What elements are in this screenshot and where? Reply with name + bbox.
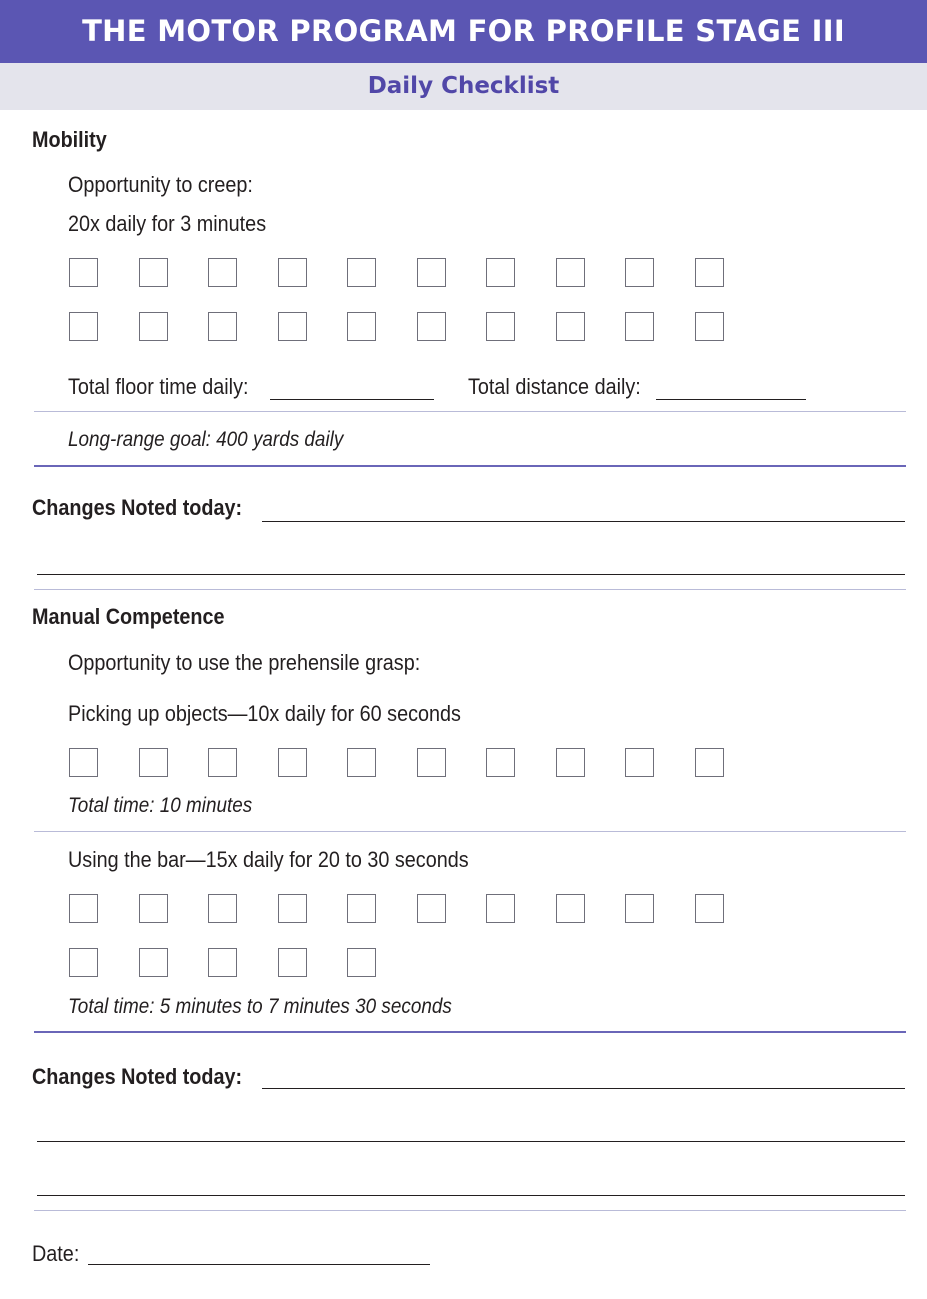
- bar-checkbox[interactable]: [278, 948, 307, 977]
- mobility-line1: Opportunity to creep:: [68, 172, 253, 197]
- bar-total-time: Total time: 5 minutes to 7 minutes 30 seconds: [68, 995, 452, 1018]
- mobility-heading: Mobility: [32, 127, 107, 152]
- changes-noted-field-1[interactable]: [262, 521, 905, 522]
- divider: [34, 831, 906, 832]
- mobility-line2: 20x daily for 3 minutes: [68, 211, 267, 236]
- mobility-checkbox[interactable]: [69, 312, 98, 341]
- mobility-checkbox[interactable]: [625, 258, 654, 287]
- bar-checkbox[interactable]: [139, 948, 168, 977]
- bar-checkbox[interactable]: [625, 894, 654, 923]
- picking-label: Picking up objects—10x daily for 60 seconds: [68, 701, 461, 726]
- mobility-checkbox[interactable]: [208, 312, 237, 341]
- picking-checkbox[interactable]: [417, 748, 446, 777]
- bar-checkbox[interactable]: [69, 948, 98, 977]
- divider: [34, 589, 906, 590]
- mobility-checkbox[interactable]: [139, 258, 168, 287]
- changes-noted-line-2b[interactable]: [37, 1141, 905, 1142]
- distance-field[interactable]: [656, 399, 806, 400]
- section-divider: [34, 465, 906, 467]
- divider: [34, 411, 906, 412]
- picking-checkbox[interactable]: [625, 748, 654, 777]
- mobility-checkbox[interactable]: [695, 258, 724, 287]
- mobility-checkbox[interactable]: [556, 258, 585, 287]
- distance-label: Total distance daily:: [468, 374, 641, 399]
- picking-checkbox[interactable]: [208, 748, 237, 777]
- bar-checkbox[interactable]: [69, 894, 98, 923]
- mobility-checkbox[interactable]: [695, 312, 724, 341]
- mobility-checkbox[interactable]: [278, 258, 307, 287]
- changes-noted-label-2: Changes Noted today:: [32, 1064, 243, 1089]
- picking-checkbox[interactable]: [486, 748, 515, 777]
- mobility-checkbox[interactable]: [625, 312, 654, 341]
- bar-checkbox[interactable]: [208, 948, 237, 977]
- bar-label: Using the bar—15x daily for 20 to 30 seconds: [68, 847, 469, 872]
- date-label: Date:: [32, 1241, 80, 1266]
- picking-checkbox[interactable]: [347, 748, 376, 777]
- bar-checkbox[interactable]: [139, 894, 168, 923]
- picking-checkbox[interactable]: [69, 748, 98, 777]
- picking-checkbox[interactable]: [278, 748, 307, 777]
- changes-noted-label-1: Changes Noted today:: [32, 495, 243, 520]
- page-title: THE MOTOR PROGRAM FOR PROFILE STAGE III: [0, 0, 927, 63]
- bar-checkbox[interactable]: [556, 894, 585, 923]
- mobility-checkbox[interactable]: [139, 312, 168, 341]
- mobility-checkbox[interactable]: [208, 258, 237, 287]
- picking-checkbox[interactable]: [695, 748, 724, 777]
- bar-checkbox[interactable]: [347, 894, 376, 923]
- bar-checkbox[interactable]: [347, 948, 376, 977]
- changes-noted-line-1b[interactable]: [37, 574, 905, 575]
- picking-checkbox[interactable]: [556, 748, 585, 777]
- date-field[interactable]: [88, 1264, 430, 1265]
- changes-noted-field-2[interactable]: [262, 1088, 905, 1089]
- picking-total-time: Total time: 10 minutes: [68, 794, 253, 817]
- picking-checkbox[interactable]: [139, 748, 168, 777]
- bar-checkbox[interactable]: [486, 894, 515, 923]
- mobility-checkbox[interactable]: [417, 312, 446, 341]
- divider: [34, 1210, 906, 1211]
- mobility-checkbox[interactable]: [486, 258, 515, 287]
- bar-checkbox[interactable]: [417, 894, 446, 923]
- mobility-checkbox[interactable]: [69, 258, 98, 287]
- section-divider: [34, 1031, 906, 1033]
- mobility-checkbox[interactable]: [486, 312, 515, 341]
- bar-checkbox[interactable]: [208, 894, 237, 923]
- long-range-goal: Long-range goal: 400 yards daily: [68, 428, 344, 451]
- mobility-checkbox[interactable]: [417, 258, 446, 287]
- bar-checkbox[interactable]: [695, 894, 724, 923]
- mobility-checkbox[interactable]: [347, 258, 376, 287]
- manual-heading: Manual Competence: [32, 604, 225, 629]
- page-subtitle: Daily Checklist: [0, 63, 927, 110]
- mobility-checkbox[interactable]: [556, 312, 585, 341]
- mobility-checkbox[interactable]: [347, 312, 376, 341]
- bar-checkbox[interactable]: [278, 894, 307, 923]
- changes-noted-line-2c[interactable]: [37, 1195, 905, 1196]
- floor-time-label: Total floor time daily:: [68, 374, 249, 399]
- mobility-checkbox[interactable]: [278, 312, 307, 341]
- floor-time-field[interactable]: [270, 399, 434, 400]
- manual-line1: Opportunity to use the prehensile grasp:: [68, 650, 421, 675]
